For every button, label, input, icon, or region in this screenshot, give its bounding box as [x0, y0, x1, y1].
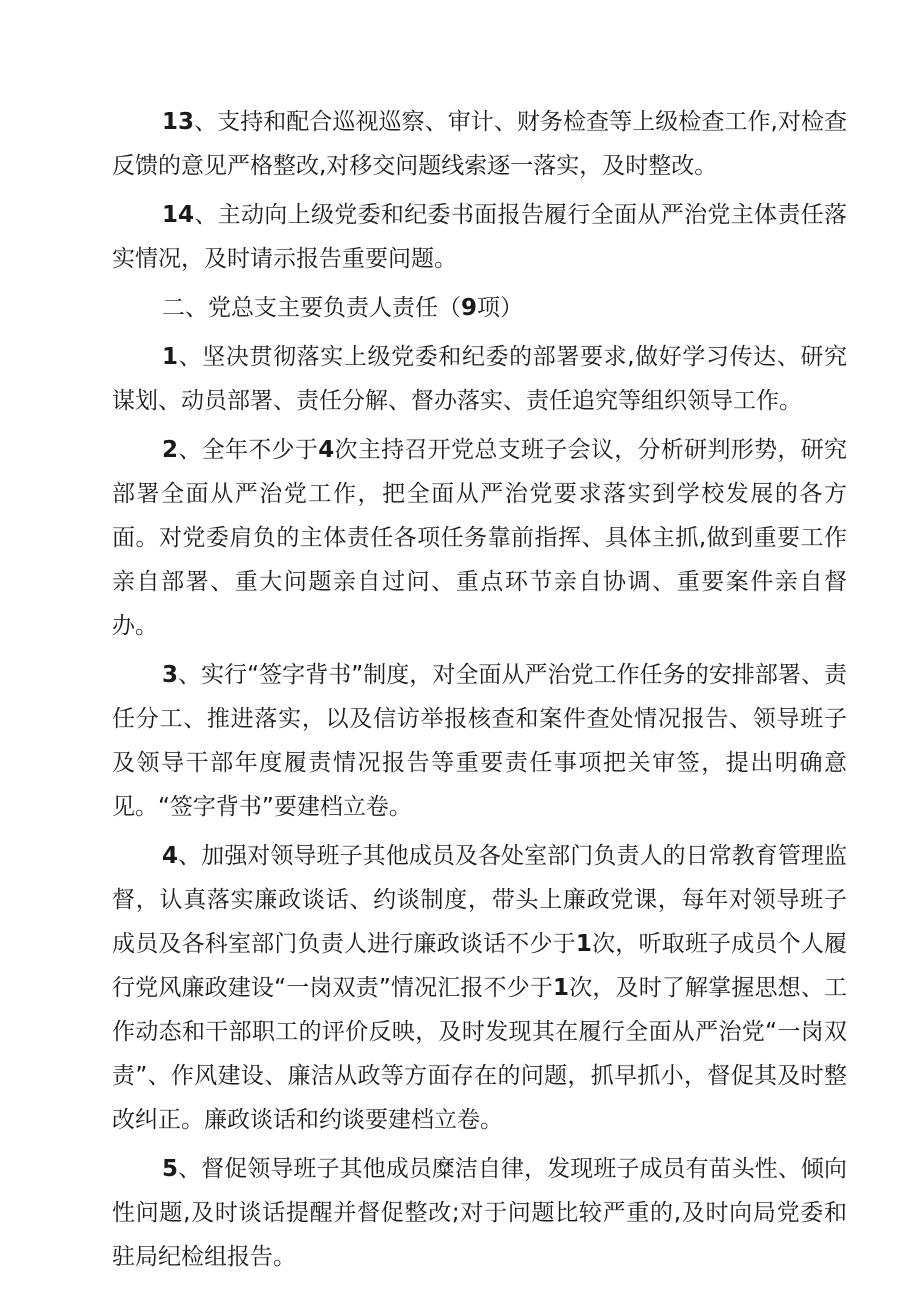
item-number: 1: [162, 344, 179, 370]
paragraph-text: 、主动向上级党委和纪委书面报告履行全面从严治党主体责任落实情况，及时请示报告重要问题。: [112, 202, 847, 272]
paragraph-number: 13: [162, 109, 195, 135]
item-text: 、坚决贯彻落实上级党委和纪委的部署要求,做好学习传达、研究谋划、动员部署、责任分解、督办落实、责任追究等组织领导工作。: [112, 344, 847, 414]
item-text: 次，及时了解掌握思想、工作动态和干部职工的评价反映，及时发现其在履行全面从严治党“一岗双责”、作风建设、廉洁从政等方面存在的问题，抓早抓小，督促其及时整改纠正。廉政谈话和约谈要建档立卷。: [112, 975, 847, 1133]
item-number: 2: [162, 437, 179, 463]
item-2: [112, 428, 847, 648]
item-1: [112, 335, 847, 423]
section-heading-suffix: 项）: [477, 295, 524, 321]
item-number: 3: [162, 662, 179, 688]
paragraph-13: [112, 100, 847, 188]
section-heading: [112, 286, 847, 330]
item-text: 、加强对领导班子其他成员及各处室部门负责人的日常教育管理监督，认真落实廉政谈话、约谈制度，带头上廉政党课，每年对领导班子成员及各科室部门负责人进行廉政谈话不少于: [112, 843, 847, 957]
section-heading-prefix: 二、党总支主要负责人责任（: [162, 295, 461, 321]
section-heading-count: 9: [461, 295, 478, 321]
paragraph-14: [112, 193, 847, 281]
item-text: 次主持召开党总支班子会议，分析研判形势，研究部署全面从严治党工作，把全面从严治党要求落实到学校发展的各方面。对党委肩负的主体责任各项任务靠前指挥、具体主抓,做到重要工作亲自部署、重大问题亲自过问、重点环节亲自协调、重要案件亲自督办。: [112, 437, 848, 639]
item-5: [112, 1147, 847, 1279]
item-text: 、实行“签字背书”制度，对全面从严治党工作任务的安排部署、责任分工、推进落实，以及信访举报核查和案件查处情况报告、领导班子及领导干部年度履责情况报告等重要责任事项把关审签，提出明确意见。“签字背书”要建档立卷。: [112, 662, 847, 820]
item-number: 5: [162, 1156, 179, 1182]
item-bold-number: 1: [553, 975, 570, 1001]
document-page: [112, 100, 847, 1284]
paragraph-text: 、支持和配合巡视巡察、审计、财务检查等上级检查工作,对检查反馈的意见严格整改,对移交问题线索逐一落实，及时整改。: [112, 109, 847, 179]
item-bold-number: 4: [318, 437, 335, 463]
item-number: 4: [162, 843, 179, 869]
paragraph-number: 14: [162, 202, 195, 228]
item-text: 次，听取班子成员个人履行党风廉政建设“一岗双责”情况汇报不少于: [112, 931, 848, 1001]
item-text: 、督促领导班子其他成员糜洁自律，发现班子成员有苗头性、倾向性问题,及时谈话提醒并督促整改;对于问题比较严重的,及时向局党委和驻局纪检组报告。: [112, 1156, 847, 1270]
item-text: 、全年不少于: [178, 437, 319, 463]
item-4: [112, 834, 847, 1142]
item-3: [112, 653, 847, 829]
item-bold-number: 1: [575, 931, 592, 957]
